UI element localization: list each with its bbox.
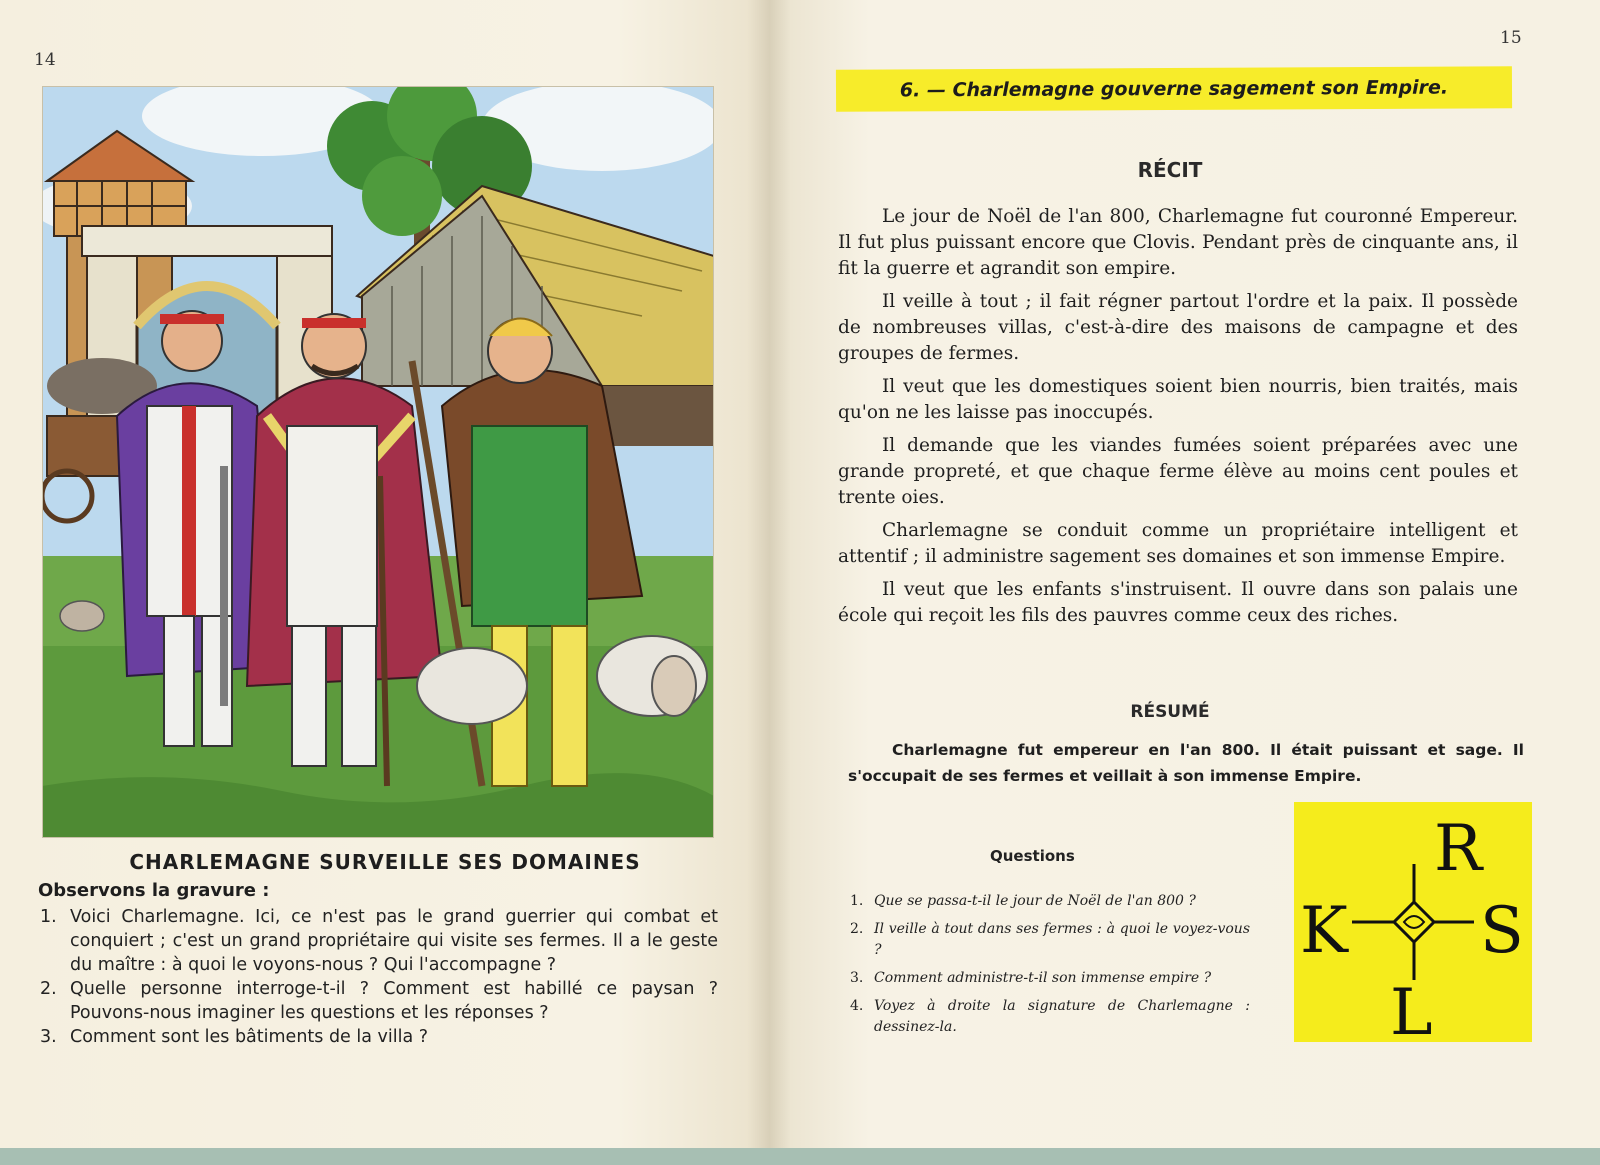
questions-list <box>850 891 1250 1045</box>
recit-paragraph: Charlemagne se conduit comme un propriétaire intelligent et attentif ; il administre sagement ses domaines et son immense Empire. <box>838 520 1518 567</box>
resume-text: Charlemagne fut empereur en l'an 800. Il était puissant et sage. Il s'occupait de ses fermes et veillait à son immense Empire. <box>848 741 1524 785</box>
recit-paragraph: Le jour de Noël de l'an 800, Charlemagne fut couronné Empereur. Il fut plus puissant encore que Clovis. Pendant près de cinquante ans, il fit la guerre et agrandit son empire. <box>838 206 1518 279</box>
resume-heading: RÉSUMÉ <box>1130 702 1210 722</box>
book-edge <box>0 1148 1600 1165</box>
question-item: 2. Il veille à tout dans ses fermes : à quoi le voyez-vous ? <box>850 921 1250 958</box>
recit-body <box>838 204 1518 636</box>
charlemagne-monogram <box>1294 802 1532 1042</box>
question-item: 4. Voyez à droite la signature de Charlemagne : dessinez-la. <box>850 998 1250 1035</box>
monogram-letter-r: R <box>1434 812 1483 886</box>
question-item: 3. Comment administre-t-il son immense empire ? <box>850 970 1212 986</box>
observe-heading: Observons la gravure : <box>38 880 270 901</box>
figure-caption: CHARLEMAGNE SURVEILLE SES DOMAINES <box>129 850 641 874</box>
question-item: 1. Que se passa-t-il le jour de Noël de l'an 800 ? <box>850 893 1196 909</box>
observe-list <box>38 905 718 1049</box>
observe-item: 3. Comment sont les bâtiments de la villa ? <box>40 1027 429 1047</box>
recit-paragraph: Il veut que les domestiques soient bien nourris, bien traités, mais qu'on ne les laisse pas inoccupés. <box>838 376 1518 423</box>
illustration <box>42 86 714 838</box>
page-number-left: 14 <box>34 50 56 70</box>
recit-paragraph: Il veille à tout ; il fait régner partout l'ordre et la paix. Il possède de nombreuses villas, c'est-à-dire des maisons de campagne et des groupes de fermes. <box>838 291 1518 364</box>
monogram-letter-l: L <box>1390 976 1433 1042</box>
monogram-letter-k: K <box>1300 894 1348 968</box>
recit-heading: RÉCIT <box>1137 158 1203 182</box>
recit-paragraph: Il demande que les viandes fumées soient préparées avec une grande propreté, et que chaque ferme élève au moins cent poules et trente oies. <box>838 435 1518 508</box>
monogram-letter-s: S <box>1480 894 1524 968</box>
observe-item: 2. Quelle personne interroge-t-il ? Comment est habillé ce paysan ? Pouvons-nous imaginer les questions et les réponses ? <box>40 979 718 1023</box>
page-number-right: 15 <box>1500 28 1522 48</box>
lesson-title-band <box>836 66 1512 112</box>
lesson-title: 6. — Charlemagne gouverne sagement son Empire. <box>899 76 1449 102</box>
observe-item: 1. Voici Charlemagne. Ici, ce n'est pas le grand guerrier qui combat et conquiert ; c'est un grand propriétaire qui visite ses fermes. Il a le geste du maître : à quoi le voyons-nous ? Qui l'accompagne ? <box>40 907 718 975</box>
questions-heading: Questions <box>990 847 1075 865</box>
recit-paragraph: Il veut que les enfants s'instruisent. Il ouvre dans son palais une école qui reçoit les fils des pauvres comme ceux des riches. <box>838 579 1518 626</box>
left-page <box>0 0 770 1148</box>
